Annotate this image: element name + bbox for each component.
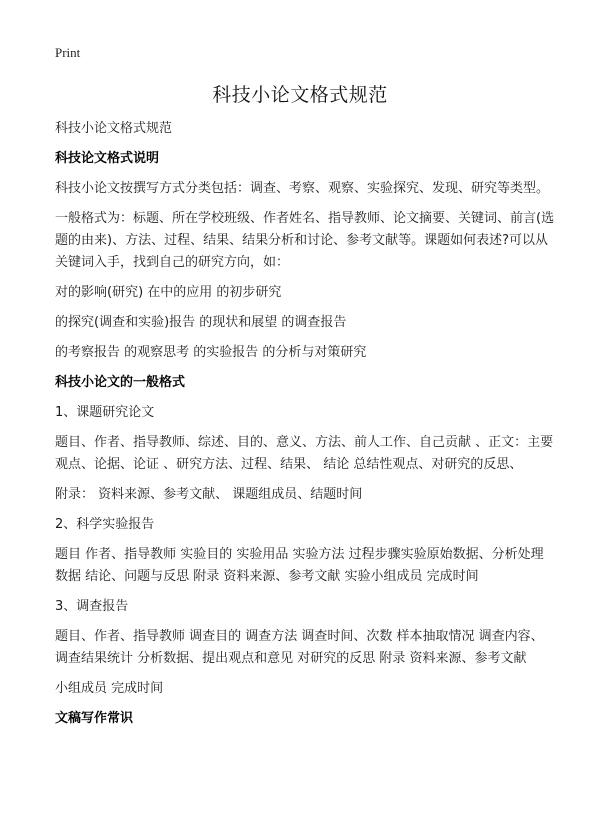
document-body: [55, 118, 555, 738]
subheading-research-paper: 1、课题研究论文: [55, 405, 155, 420]
print-link[interactable]: Print: [55, 45, 81, 60]
page-title: 科技小论文格式规范: [212, 84, 388, 106]
subheading-survey-report: 3、调查报告: [55, 599, 129, 614]
paragraph-general-format: 一般格式为：标题、所在学校班级、作者姓名、指导教师、论文摘要、关键词、前言(选题的由来)、方法、过程、结果、结果分析和讨论、参考文献等。课题如何表述?可以从关键词入手，找到自己的研究方向，如：: [55, 211, 555, 270]
paragraph-appendix: 附录： 资料来源、参考文献、 课题组成员、结题时间: [55, 487, 363, 502]
section-heading-format-description: 科技论文格式说明: [55, 151, 160, 166]
title-example-2: 的探究(调查和实验)报告 的现状和展望 的调查报告: [55, 315, 347, 330]
section-heading-general-format: 科技小论文的一般格式: [55, 375, 186, 390]
paragraph-types: 科技小论文按撰写方式分类包括：调查、考察、观察、实验探究、发现、研究等类型。: [55, 181, 550, 196]
paragraph-research-paper: 题目、作者、指导教师、综述、目的、意义、方法、前人工作、自己贡献 、正文：主要观点、论据、论证 、研究方法、过程、结果、 结论 总结性观点、对研究的反思、: [55, 435, 554, 472]
paragraph-experiment-report: 题目 作者、指导教师 实验目的 实验用品 实验方法 过程步骤实验原始数据、分析处理数据 结论、问题与反思 附录 资料来源、参考文献 实验小组成员 完成时间: [55, 547, 544, 584]
paragraph-survey-report: 题目、作者、指导教师 调查目的 调查方法 调查时间、次数 样本抽取情况 调查内容、调查结果统计 分析数据、提出观点和意见 对研究的反思 附录 资料来源、参考文献: [55, 629, 544, 666]
title-example-1: 对的影响(研究) 在中的应用 的初步研究: [55, 285, 282, 300]
paragraph-members-time: 小组成员 完成时间: [55, 681, 164, 696]
subheading-experiment-report: 2、科学实验报告: [55, 517, 155, 532]
intro-subtitle: 科技小论文格式规范: [55, 121, 173, 136]
title-example-3: 的考察报告 的观察思考 的实验报告 的分析与对策研究: [55, 345, 367, 360]
section-heading-writing-common-sense: 文稿写作常识: [55, 711, 134, 726]
